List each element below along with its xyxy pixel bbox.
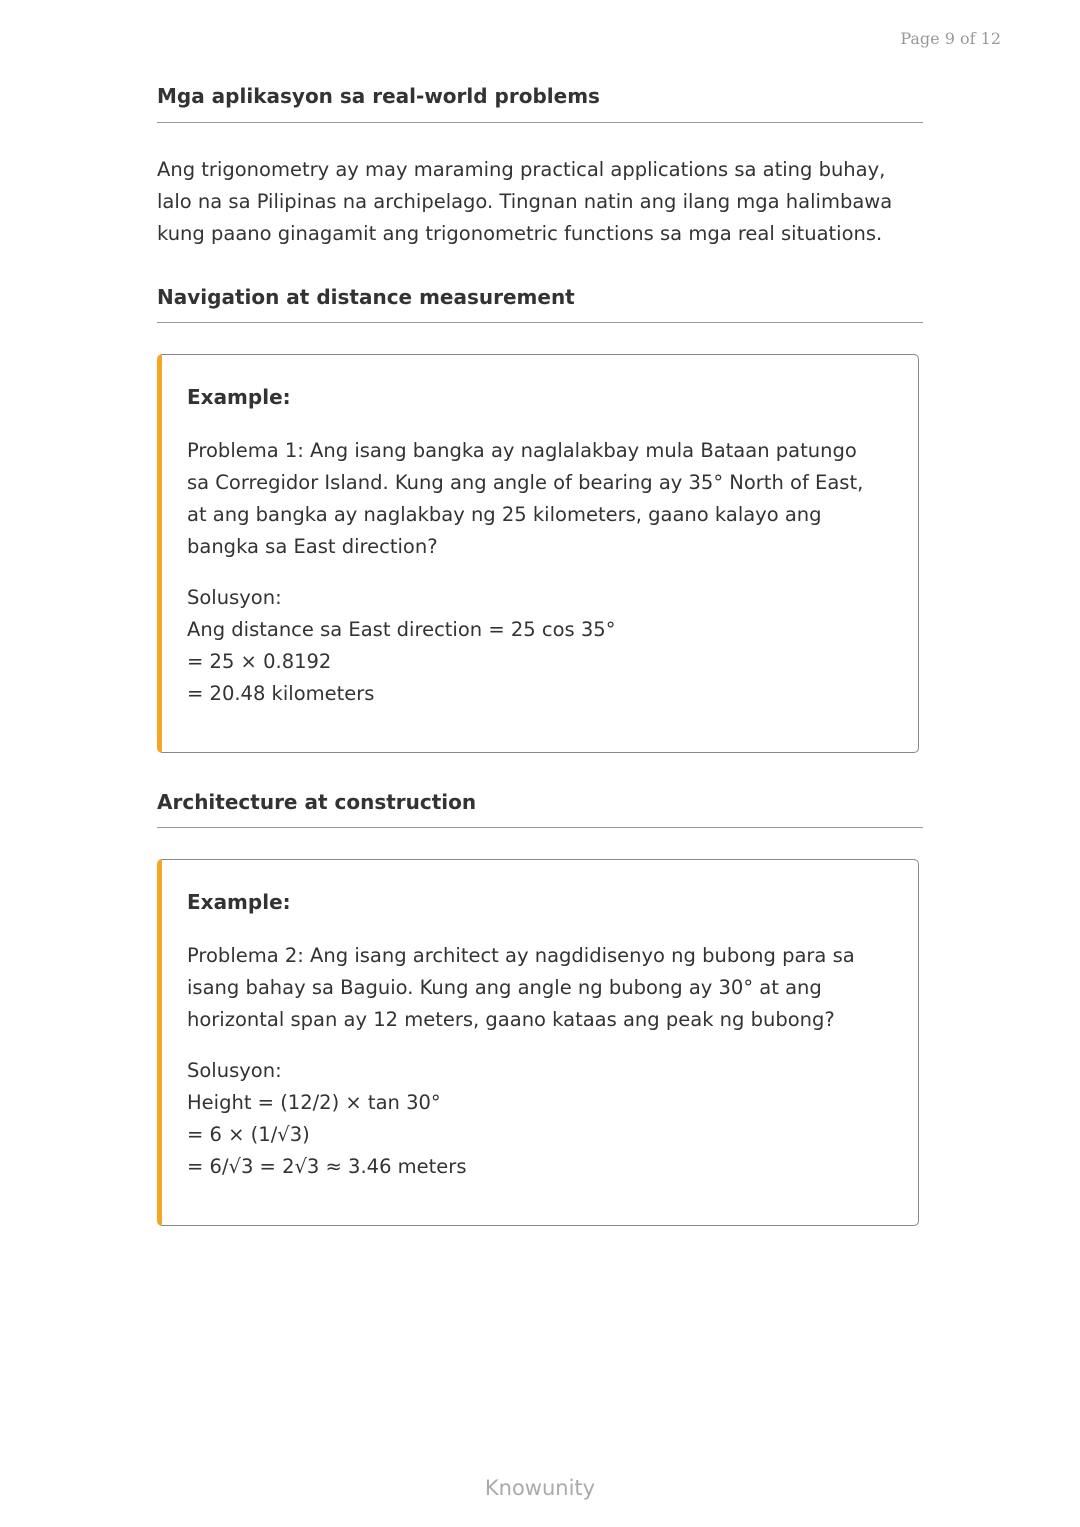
section-heading-architecture: Architecture at construction — [157, 790, 477, 814]
problem-line: Problema 1: Ang isang bangka ay naglalakbay mula Bataan patungo — [187, 439, 857, 462]
solution-text — [187, 582, 907, 710]
intro-line: Ang trigonometry ay may maraming practical applications sa ating buhay, — [157, 158, 886, 181]
intro-line: lalo na sa Pilipinas na archipelago. Tingnan natin ang ilang mga halimbawa — [157, 190, 893, 213]
problem-line: bangka sa East direction? — [187, 535, 438, 558]
example-label: Example: — [187, 890, 291, 914]
page-number: Page 9 of 12 — [900, 29, 1001, 48]
problem-line: isang bahay sa Baguio. Kung ang angle ng bubong ay 30° at ang — [187, 976, 822, 999]
problem-line: horizontal span ay 12 meters, gaano kataas ang peak ng bubong? — [187, 1008, 835, 1031]
solution-line: Height = (12/2) × tan 30° — [187, 1091, 441, 1114]
problem-text — [187, 940, 907, 1036]
footer-watermark: Knowunity — [484, 1476, 596, 1500]
heading-divider — [157, 827, 923, 828]
problem-line: Problema 2: Ang isang architect ay nagdidisenyo ng bubong para sa — [187, 944, 855, 967]
solution-line: Solusyon: — [187, 586, 282, 609]
solution-line: = 20.48 kilometers — [187, 682, 375, 705]
example-box-navigation — [157, 354, 919, 753]
solution-line: = 25 × 0.8192 — [187, 650, 332, 673]
solution-line: = 6/√3 = 2√3 ≈ 3.46 meters — [187, 1155, 467, 1178]
section-heading-navigation: Navigation at distance measurement — [157, 285, 575, 309]
solution-line: Ang distance sa East direction = 25 cos 35° — [187, 618, 616, 641]
example-label: Example: — [187, 385, 291, 409]
problem-line: sa Corregidor Island. Kung ang angle of bearing ay 35° North of East, — [187, 471, 864, 494]
solution-line: = 6 × (1/√3) — [187, 1123, 310, 1146]
section-heading-applications: Mga aplikasyon sa real-world problems — [157, 84, 600, 108]
problem-line: at ang bangka ay naglakbay ng 25 kilometers, gaano kalayo ang — [187, 503, 822, 526]
heading-divider — [157, 322, 923, 323]
problem-text — [187, 435, 907, 563]
solution-line: Solusyon: — [187, 1059, 282, 1082]
example-box-architecture — [157, 859, 919, 1226]
intro-paragraph — [157, 154, 923, 250]
intro-line: kung paano ginagamit ang trigonometric functions sa mga real situations. — [157, 222, 883, 245]
solution-text — [187, 1055, 907, 1183]
heading-divider — [157, 122, 923, 123]
